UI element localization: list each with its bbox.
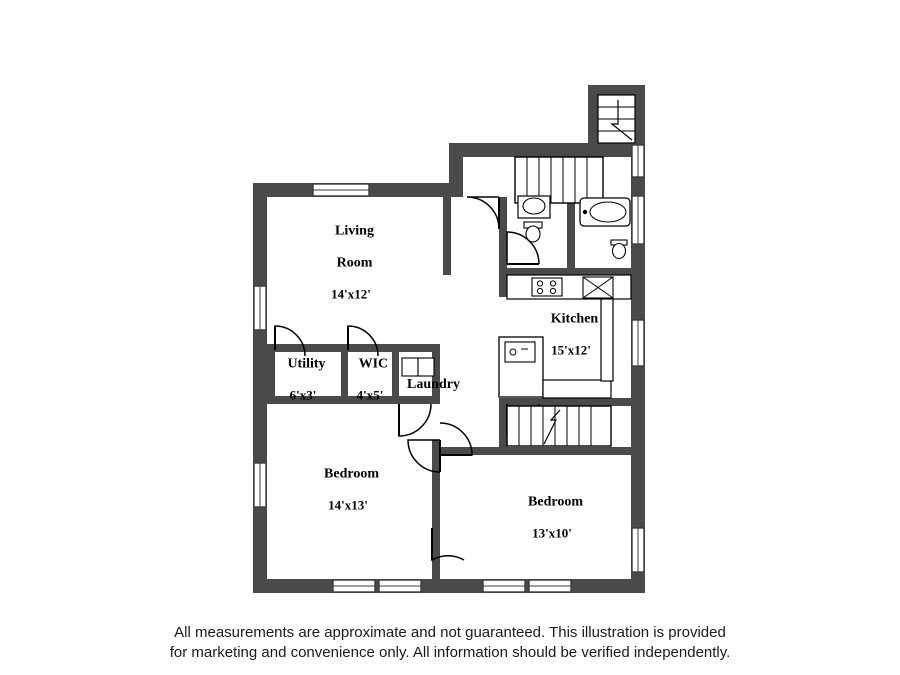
room-dimensions: 15'x12': [551, 342, 591, 358]
laundry-fixtures: [402, 358, 434, 376]
wall-stair-left-lower: [499, 404, 507, 452]
wall-bumpout-right: [635, 85, 645, 147]
room-dimensions: 4'x5': [356, 387, 384, 403]
room-dimensions: 13'x10': [532, 525, 572, 541]
room-dimensions: 14'x12': [331, 286, 371, 302]
kitchen-island: [543, 380, 611, 398]
room-name-line1: Bedroom: [528, 494, 583, 510]
wall-top-step: [449, 143, 463, 197]
wall-utility-left: [267, 350, 275, 400]
wall-kitchen-left-top: [499, 275, 507, 297]
kitchen-counter-right: [601, 299, 613, 381]
wall-kitchen-bottom: [499, 398, 631, 406]
wall-top-right-exterior: [449, 143, 645, 157]
wall-bumpout-left: [588, 85, 598, 147]
disclaimer-text: [0, 623, 900, 664]
room-name-line2: Room: [336, 255, 373, 271]
room-name-line1: Kitchen: [550, 311, 599, 327]
wall-bedroom2-top-left: [440, 447, 508, 455]
wall-bath-bottom: [499, 268, 631, 275]
dryer-icon: [418, 358, 434, 376]
room-name-line1: WIC: [358, 356, 389, 372]
washer-icon: [402, 358, 418, 376]
stairs-lower: [507, 406, 611, 446]
wall-utility-bottom: [267, 396, 439, 404]
room-dimensions: 14'x13': [328, 497, 368, 513]
wall-left-exterior: [253, 183, 267, 593]
wall-utility-wic-divider: [341, 350, 348, 402]
wall-livingroom-right-upper: [443, 197, 451, 275]
room-dimensions: 6'x3': [289, 387, 317, 403]
bathtub-basin: [590, 202, 626, 222]
toilet2-bowl-icon: [613, 244, 626, 259]
bathtub-faucet: [583, 210, 587, 214]
cooktop-icon: [532, 278, 562, 296]
disclaimer-line-2: for marketing and convenience only. All information should be verified independently.: [169, 643, 731, 661]
wall-wic-laundry-divider: [392, 356, 399, 402]
wall-bedroom2-top: [505, 447, 631, 455]
sink-basin-icon: [523, 198, 545, 214]
wall-hall-left: [499, 197, 507, 259]
toilet-bowl-icon: [526, 226, 540, 242]
room-name-line1: Utility: [287, 356, 326, 372]
wall-bath-left: [567, 197, 575, 275]
room-name-line1: Living: [335, 223, 374, 239]
wall-bottom-exterior: [253, 579, 645, 593]
disclaimer-line-1: All measurements are approximate and not guaranteed. This illustration is provided: [174, 623, 726, 641]
wall-utility-top: [267, 344, 439, 352]
room-name-line1: Laundry: [407, 377, 460, 392]
room-name-line1: Bedroom: [324, 466, 379, 482]
